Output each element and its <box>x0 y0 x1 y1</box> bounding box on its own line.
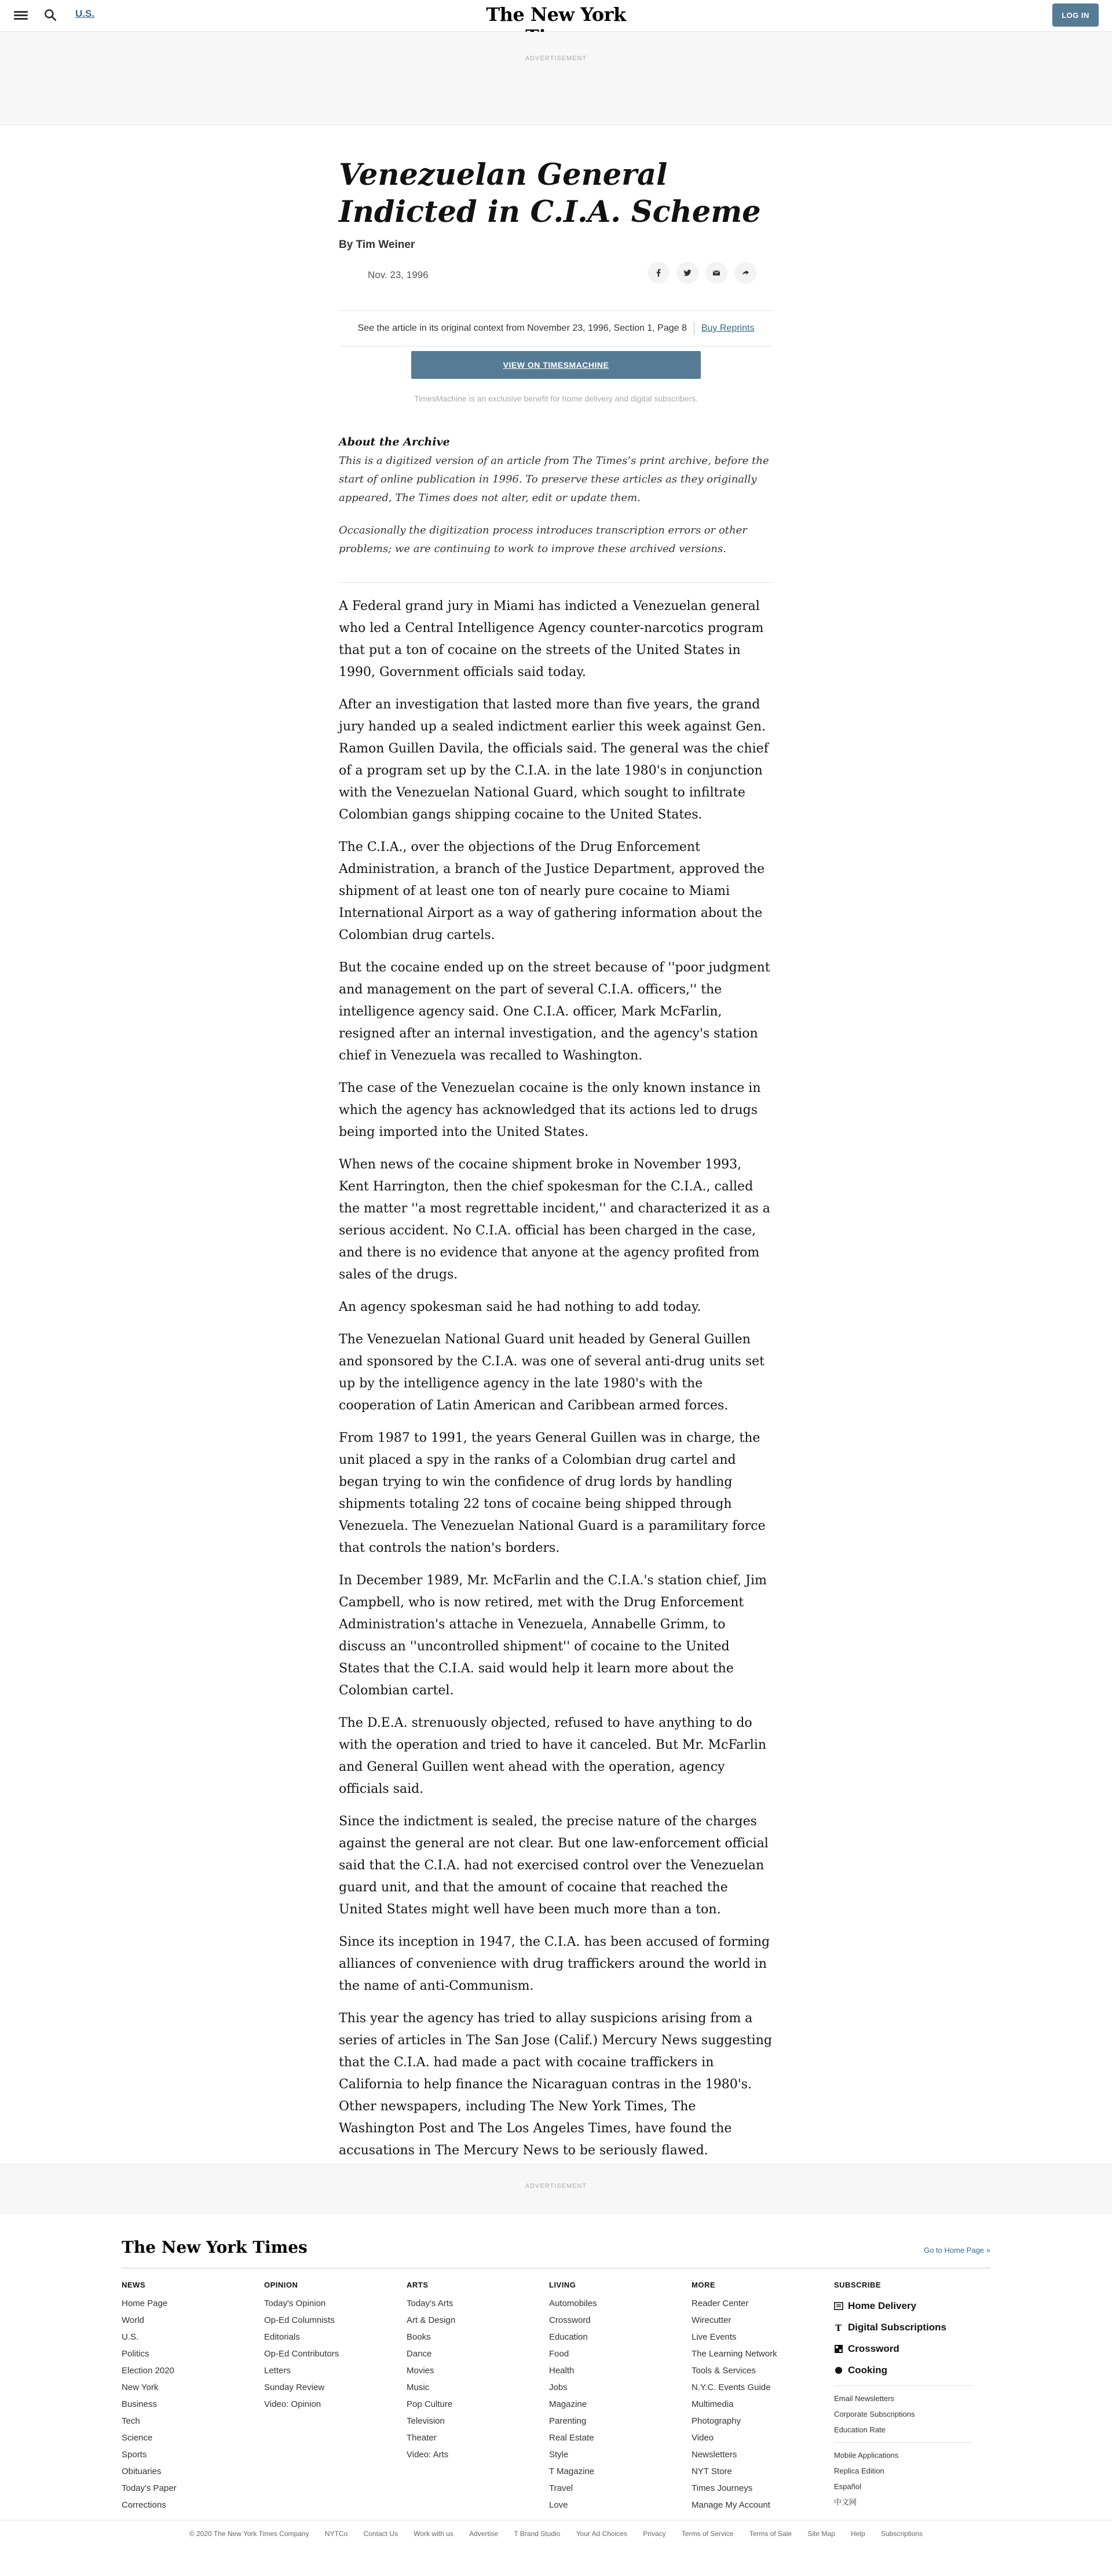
search-icon[interactable] <box>43 8 58 23</box>
footer-link[interactable]: Business <box>122 2399 157 2409</box>
cooking-icon <box>834 2366 843 2375</box>
footer-link[interactable]: Pop Culture <box>407 2399 453 2409</box>
article-paragraph: When news of the cocaine shipment broke in November 1993, Kent Harrington, then the chief spokesman for the C.I.A., called the matter ''a most regrettable incident,'' and characterized it as a serious accident. No C.I.A. official has been charged in the case, and there is no evidence that anyone at the agency profited from sales of the drugs. <box>339 1157 770 1282</box>
more-share-button[interactable] <box>734 262 756 284</box>
footer-link[interactable]: Tools & Services <box>692 2366 756 2376</box>
footer-link[interactable]: Editorials <box>264 2332 300 2342</box>
footer-link[interactable]: Jobs <box>549 2383 568 2392</box>
footer-link[interactable]: Music <box>407 2383 430 2392</box>
legal-link[interactable]: Contact Us <box>363 2530 398 2538</box>
footer-link[interactable]: N.Y.C. Events Guide <box>692 2383 771 2392</box>
subscribe-label: Digital Subscriptions <box>848 2322 947 2333</box>
footer-link[interactable]: Video <box>692 2433 714 2443</box>
footer-column-title: ARTS <box>407 2281 429 2289</box>
footer-link[interactable]: Education Rate <box>834 2425 886 2434</box>
footer-link[interactable]: Op-Ed Contributors <box>264 2349 339 2359</box>
footer-link[interactable]: Obituaries <box>122 2467 162 2476</box>
footer-link[interactable]: Video: Opinion <box>264 2399 321 2409</box>
article-body <box>339 595 773 2172</box>
timesmachine-note: TimesMachine is an exclusive benefit for home delivery and digital subscribers. <box>414 394 698 403</box>
footer-link[interactable]: Crossword <box>549 2315 591 2325</box>
footer-link[interactable]: Sunday Review <box>264 2383 325 2392</box>
subscribe-label: Crossword <box>848 2343 899 2354</box>
buy-reprints-link[interactable]: Buy Reprints <box>701 323 755 333</box>
article-paragraph: The case of the Venezuelan cocaine is the only known instance in which the agency has acknowledged that its actions led to drugs being imported into the United States. <box>339 1081 761 1139</box>
go-to-home-page-link[interactable]: Go to Home Page » <box>924 2246 990 2255</box>
share-arrow-icon <box>740 268 751 278</box>
footer-link[interactable]: Video: Arts <box>407 2450 449 2460</box>
footer-column-title: MORE <box>692 2281 715 2289</box>
subscribe-divider <box>834 2385 973 2386</box>
footer-column-more <box>692 2281 777 2513</box>
legal-link[interactable]: T Brand Studio <box>514 2530 561 2538</box>
footer-link[interactable]: Wirecutter <box>692 2315 731 2325</box>
footer-link[interactable]: Automobiles <box>549 2299 597 2308</box>
footer-link[interactable]: Parenting <box>549 2416 587 2426</box>
footer-link[interactable]: 中文网 <box>834 2498 857 2506</box>
footer-link[interactable]: Newsletters <box>692 2450 737 2460</box>
article-paragraph: Since the indictment is sealed, the precise nature of the charges against the general are not clear. But one law-enforcement official said that the C.I.A. had not exercised control over the Venezuelan guard unit, and that the amount of cocaine that reached the United States might well have been much more than a ton. <box>339 1814 769 1917</box>
footer-link[interactable]: World <box>122 2315 144 2325</box>
top-bar <box>0 0 1112 32</box>
footer-link[interactable]: Sports <box>122 2450 147 2460</box>
footer-link[interactable]: Travel <box>549 2483 573 2493</box>
footer-link[interactable]: Education <box>549 2332 588 2342</box>
footer-link[interactable]: T Magazine <box>549 2467 595 2476</box>
footer-link[interactable]: Love <box>549 2500 568 2510</box>
footer-link[interactable]: Live Events <box>692 2332 737 2342</box>
footer-link[interactable]: Television <box>407 2416 445 2426</box>
footer-logo[interactable]: The New York Times <box>122 2238 308 2257</box>
ad-banner-bottom <box>0 2164 1112 2214</box>
ad-label: ADVERTISEMENT <box>525 55 587 62</box>
cooking-link[interactable] <box>834 2359 973 2381</box>
article-paragraph: This year the agency has tried to allay suspicions arising from a series of articles in The San Jose (Calif.) Mercury News suggesting that the C.I.A. had made a pact with cocaine traffickers in California to help finance the Nicaraguan contras in the 1980's. Other newspapers, including The New York Times, The Washington Post and The Los Angeles Times, have found the accusations in The Mercury News to be seriously flawed. <box>339 2011 772 2158</box>
footer-link[interactable]: Photography <box>692 2416 741 2426</box>
article-paragraph: But the cocaine ended up on the street because of ''poor judgment and management on the part of several C.I.A. officers,'' the intelligence agency said. One C.I.A. officer, Mark McFarlin, resigned after an internal investigation, and the agency's station chief in Venezuela was recalled to Washington. <box>339 960 770 1063</box>
newspaper-icon <box>834 2301 843 2311</box>
footer-column-title: NEWS <box>122 2281 145 2289</box>
footer-link[interactable]: Tech <box>122 2416 140 2426</box>
footer-link[interactable]: The Learning Network <box>692 2349 777 2359</box>
legal-link[interactable]: Terms of Sale <box>749 2530 792 2538</box>
footer-link[interactable]: Español <box>834 2482 861 2491</box>
footer-link[interactable]: Dance <box>407 2349 432 2359</box>
legal-link[interactable]: Subscriptions <box>881 2530 923 2538</box>
footer-link[interactable]: Corporate Subscriptions <box>834 2410 915 2418</box>
footer-link[interactable]: Letters <box>264 2366 291 2376</box>
crossword-link[interactable] <box>834 2338 973 2359</box>
subscribe-label: Home Delivery <box>848 2300 917 2311</box>
footer-column-living <box>549 2281 597 2513</box>
footer-link[interactable]: Politics <box>122 2349 149 2359</box>
footer-link[interactable]: Times Journeys <box>692 2483 753 2493</box>
footer-link[interactable]: Corrections <box>122 2500 166 2510</box>
archive-paragraph: This is a digitized version of an article from The Times’s print archive, before the start of online publication in 1996. To preserve these articles as they originally appeared, The Times does not alter, edit or update them. <box>339 455 769 504</box>
footer-link[interactable]: Mobile Applications <box>834 2451 899 2460</box>
legal-link[interactable]: Your Ad Choices <box>576 2530 627 2538</box>
footer-link[interactable]: Today's Opinion <box>264 2299 326 2308</box>
legal-link[interactable]: Privacy <box>643 2530 666 2538</box>
email-share-button[interactable] <box>705 262 727 284</box>
footer-link[interactable]: Op-Ed Columnists <box>264 2315 335 2325</box>
footer-link[interactable]: New York <box>122 2383 159 2392</box>
article-paragraph: An agency spokesman said he had nothing to add today. <box>339 1300 701 1314</box>
view-on-timesmachine-button[interactable]: VIEW ON TIMESMACHINE <box>411 351 701 379</box>
menu-icon[interactable] <box>14 9 28 22</box>
article-paragraph: The C.I.A., over the objections of the Drug Enforcement Administration, a branch of the Justice Department, approved the shipment of at least one ton of nearly pure cocaine to Miami International Airport as a way of gathering information about the Colombian drug cartels. <box>339 840 765 942</box>
archive-title: About the Archive <box>339 436 450 448</box>
footer-link[interactable]: Health <box>549 2366 575 2376</box>
footer-link[interactable]: Replica Edition <box>834 2467 884 2475</box>
copyright: © 2020 The New York Times Company <box>189 2530 309 2538</box>
byline: By Tim Weiner <box>339 239 415 251</box>
section-link[interactable]: U.S. <box>75 8 95 19</box>
twitter-share-button[interactable] <box>676 262 698 284</box>
footer-link[interactable]: U.S. <box>122 2332 139 2342</box>
footer-column-title: LIVING <box>549 2281 576 2289</box>
headline: Venezuelan General Indicted in C.I.A. Scheme <box>339 158 761 229</box>
login-button[interactable]: LOG IN <box>1052 3 1099 27</box>
footer-column-news <box>122 2281 177 2513</box>
article-paragraph: The Venezuelan National Guard unit headed by General Guillen and sponsored by the C.I.A. was one of several anti-drug units set up by the intelligence agency in the late 1980's with the cooperation of Latin American and Caribbean armed forces. <box>339 1332 765 1413</box>
home-delivery-link[interactable] <box>834 2295 973 2316</box>
article-paragraph: Since its inception in 1947, the C.I.A. has been accused of forming alliances of convenience with drug traffickers around the world in the name of anti-Communism. <box>339 1935 770 1993</box>
article-paragraph: A Federal grand jury in Miami has indicted a Venezuelan general who led a Central Intelligence Agency counter-narcotics program that put a ton of cocaine on the streets of the United States in 1990, Government officials said today. <box>339 599 764 679</box>
footer-link[interactable]: Theater <box>407 2433 437 2443</box>
article-paragraph: From 1987 to 1991, the years General Guillen was in charge, the unit placed a spy in the ranks of a Colombian drug cartel and began trying to win the confidence of drug lords by handling shipments totaling 22 tons of cocaine being shipped through Venezuela. The Venezuelan National Guard is a paramilitary force that controls the nation's borders. <box>339 1431 766 1555</box>
footer-link[interactable]: Election 2020 <box>122 2366 174 2376</box>
legal-link[interactable]: Terms of Service <box>681 2530 734 2538</box>
footer-column-title: OPINION <box>264 2281 298 2289</box>
footer-column-arts <box>407 2281 455 2463</box>
legal-link[interactable]: Help <box>851 2530 865 2538</box>
footer-link[interactable]: Movies <box>407 2366 434 2376</box>
footer-link[interactable]: Manage My Account <box>692 2500 770 2510</box>
footer-link[interactable]: Real Estate <box>549 2433 594 2443</box>
footer-link[interactable]: Today's Paper <box>122 2483 177 2493</box>
digital-subscriptions-link[interactable] <box>834 2316 973 2338</box>
footer-link[interactable]: Science <box>122 2433 153 2443</box>
footer-link[interactable]: Magazine <box>549 2399 587 2409</box>
facebook-share-button[interactable] <box>648 262 670 284</box>
about-the-archive <box>339 436 773 572</box>
nyt-logo[interactable]: The New York <box>486 3 626 25</box>
facebook-icon <box>653 268 664 278</box>
twitter-icon <box>682 268 693 278</box>
original-context-text: See the article in its original context from November 23, 1996, Section 1, Page 8 <box>357 323 687 333</box>
footer-column-subscribe <box>834 2281 973 2510</box>
legal-link[interactable]: Advertise <box>469 2530 499 2538</box>
divider <box>339 582 773 583</box>
nyt-t-icon <box>834 2323 843 2332</box>
publish-date: Nov. 23, 1996 <box>368 269 429 280</box>
footer-column-title: SUBSCRIBE <box>834 2281 881 2289</box>
footer-link[interactable]: Today's Arts <box>407 2299 453 2308</box>
footer-link[interactable]: Reader Center <box>692 2299 749 2308</box>
footer-link[interactable]: NYT Store <box>692 2467 732 2476</box>
svg-text:T: T <box>835 2322 842 2332</box>
footer-link[interactable]: Multimedia <box>692 2399 734 2409</box>
ad-label: ADVERTISEMENT <box>525 2183 587 2190</box>
legal-bar <box>0 2520 1112 2538</box>
original-context-bar <box>339 310 773 346</box>
footer-link[interactable]: Email Newsletters <box>834 2394 895 2403</box>
archive-paragraph: Occasionally the digitization process introduces transcription errors or other problems; we are continuing to work to improve these archived versions. <box>339 524 747 555</box>
footer-link[interactable]: Home Page <box>122 2299 168 2308</box>
article-paragraph: In December 1989, Mr. McFarlin and the C.I.A.'s station chief, Jim Campbell, who is now retired, met with the Drug Enforcement Administration's attache in Venezuela, Annabelle Grimm, to discuss an ''uncontrolled shipment'' of cocaine to the United States that the C.I.A. said would help it learn more about the Colombian cartel. <box>339 1573 767 1698</box>
crossword-icon <box>834 2344 843 2354</box>
footer-link[interactable]: Books <box>407 2332 431 2342</box>
footer-link[interactable]: Style <box>549 2450 569 2460</box>
footer-link[interactable]: Food <box>549 2349 569 2359</box>
legal-link[interactable]: Work with us <box>414 2530 453 2538</box>
footer-column-opinion <box>264 2281 339 2413</box>
legal-link[interactable]: NYTCo <box>324 2530 348 2538</box>
legal-link[interactable]: Site Map <box>807 2530 835 2538</box>
footer-link[interactable]: Art & Design <box>407 2315 456 2325</box>
article-paragraph: The D.E.A. strenuously objected, refused to have anything to do with the operation and tried to have it canceled. But Mr. McFarlin and General Guillen went ahead with the operation, agency officials said. <box>339 1716 767 1796</box>
email-icon <box>711 268 722 278</box>
subscribe-divider <box>834 2442 973 2443</box>
ad-banner-top <box>0 32 1112 125</box>
subscribe-label: Cooking <box>848 2365 887 2376</box>
article-paragraph: After an investigation that lasted more than five years, the grand jury handed up a sealed indictment earlier this week against Gen. Ramon Guillen Davila, the officials said. The general was the chief of a program set up by the C.I.A. in the late 1980's in conjunction with the Venezuelan National Guard, which sought to infiltrate Colombian gangs shipping cocaine to the United States. <box>339 697 769 822</box>
